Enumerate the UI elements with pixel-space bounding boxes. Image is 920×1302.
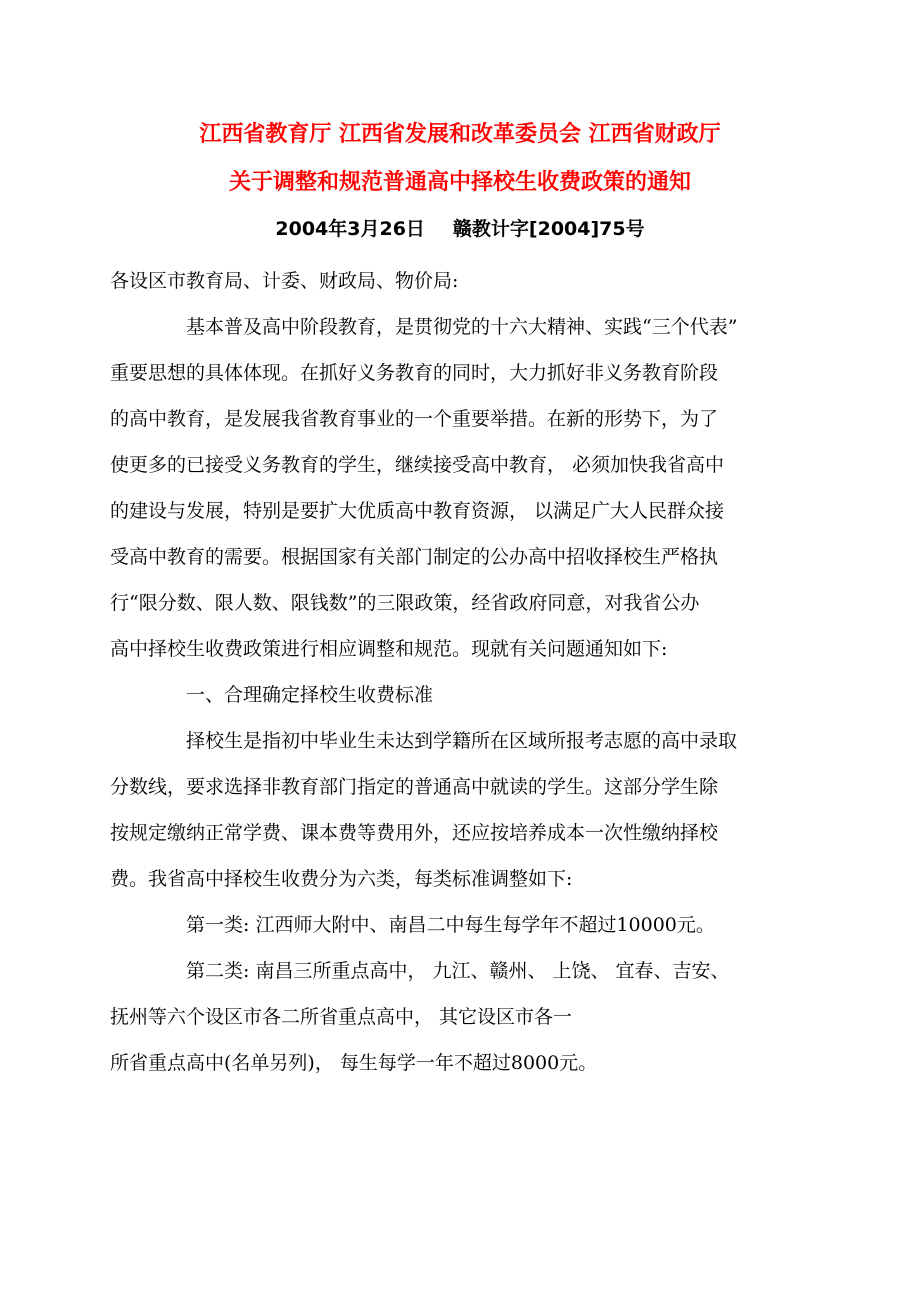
- document-date: 2004年3月26日: [275, 218, 425, 240]
- paragraph-line: 择校生是指初中毕业生未达到学籍所在区域所报考志愿的高中录取: [186, 730, 738, 752]
- category-one-line: 第一类: 江西师大附中、南昌二中每生每学年不超过10000元。: [186, 914, 715, 936]
- paragraph-line: 受高中教育的需要。根据国家有关部门制定的公办高中招收择校生严格执: [110, 546, 719, 568]
- paragraph-line: 分数线，要求选择非教育部门指定的普通高中就读的学生。这部分学生除: [110, 776, 719, 798]
- addressee: 各设区市教育局、计委、财政局、物价局:: [110, 270, 459, 292]
- paragraph-line: 按规定缴纳正常学费、课本费等费用外，还应按培养成本一次性缴纳择校: [110, 822, 719, 844]
- document-number: 赣教计字[2004]75号: [452, 218, 645, 240]
- paragraph-line: 高中择校生收费政策进行相应调整和规范。现就有关问题通知如下:: [110, 638, 668, 660]
- paragraph-line: 重要思想的具体体现。在抓好义务教育的同时，大力抓好非义务教育阶段: [110, 362, 719, 384]
- document-title-line1: 江西省教育厅 江西省发展和改革委员会 江西省财政厅: [199, 122, 721, 147]
- document-dateline: [0, 214, 920, 244]
- paragraph-line: 的建设与发展，特别是要扩大优质高中教育资源， 以满足广大人民群众接: [110, 500, 725, 522]
- category-two-line: 第二类: 南昌三所重点高中， 九江、赣州、 上饶、 宜春、吉安、: [186, 960, 730, 982]
- paragraph-line: 费。我省高中择校生收费分为六类，每类标准调整如下:: [110, 868, 573, 890]
- paragraph-line: 的高中教育，是发展我省教育事业的一个重要举措。在新的形势下，为了: [110, 408, 719, 430]
- paragraph-line: 使更多的已接受义务教育的学生，继续接受高中教育， 必须加快我省高中: [110, 454, 725, 476]
- paragraph-line: 行“限分数、限人数、限钱数”的三限政策，经省政府同意，对我省公办: [110, 592, 700, 614]
- paragraph-line: 抚州等六个设区市各二所省重点高中， 其它设区市各一: [110, 1006, 573, 1028]
- section-heading: 一、合理确定择校生收费标准: [186, 684, 434, 706]
- document-title-line2: 关于调整和规范普通高中择校生收费政策的通知: [228, 170, 691, 195]
- paragraph-line: 基本普及高中阶段教育，是贯彻党的十六大精神、实践“三个代表”: [186, 316, 738, 338]
- paragraph-line: 所省重点高中(名单另列)， 每生每学一年不超过8000元。: [110, 1052, 598, 1074]
